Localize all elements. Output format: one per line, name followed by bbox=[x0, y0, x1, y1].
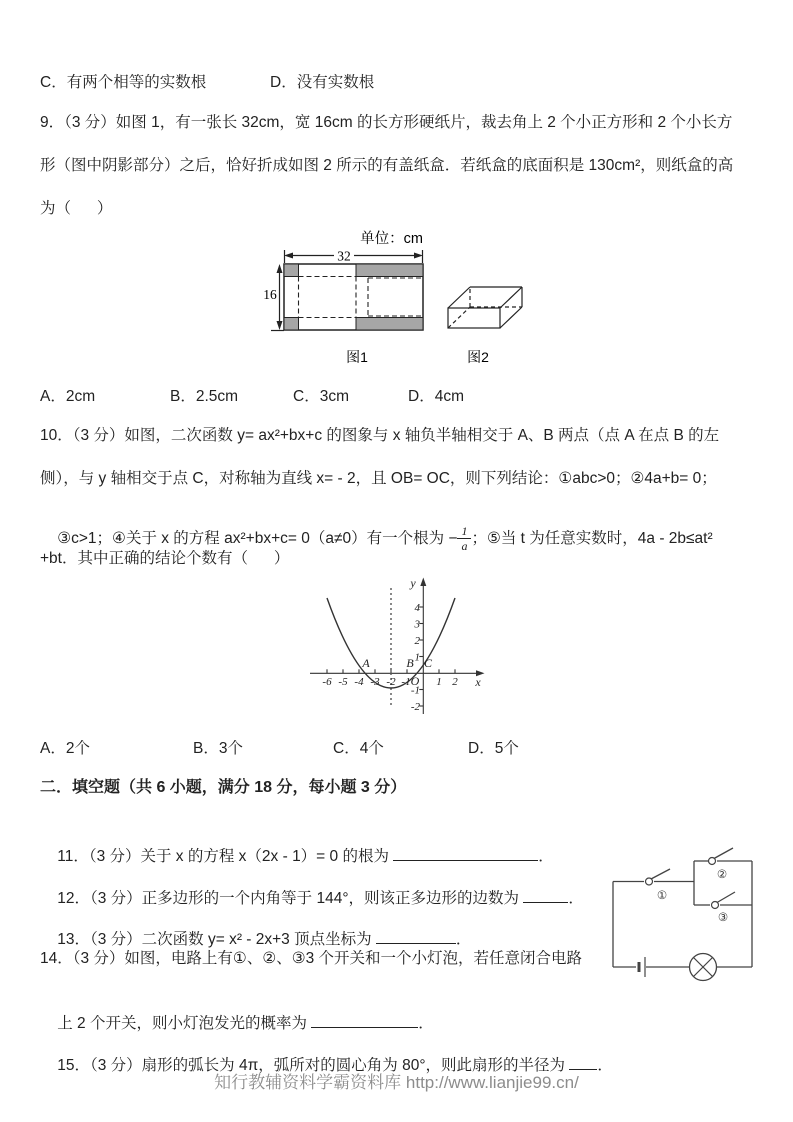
q14-period: ． bbox=[418, 1015, 434, 1032]
q10-options-row bbox=[40, 738, 755, 760]
q14-circuit bbox=[605, 838, 793, 990]
q9-figure bbox=[255, 222, 545, 372]
ytick-2: 2 bbox=[414, 635, 420, 647]
switch-1-label: ① bbox=[656, 890, 668, 902]
ytick-1: 1 bbox=[414, 651, 420, 664]
fraction-denominator: a bbox=[461, 539, 468, 553]
section2-title: 二．填空题（共 6 小题，满分 18 分，每小题 3 分） bbox=[40, 779, 407, 796]
shaded-corner-top-left bbox=[284, 264, 299, 277]
height-dim-label: 16 bbox=[263, 287, 277, 302]
q10-line3 bbox=[40, 503, 713, 553]
figure2-caption: 图2 bbox=[467, 349, 489, 365]
ytick--2: -2 bbox=[410, 701, 420, 713]
xtick--2: -2 bbox=[386, 676, 396, 688]
point-c-label: C bbox=[423, 656, 433, 670]
q10-line3-pre: ③c>1；④关于 x 的方程 ax²+bx+c= 0（a≠0）有一个根为 − bbox=[57, 530, 458, 547]
dimension-arrow-32 bbox=[284, 250, 423, 263]
graph-axes bbox=[310, 578, 485, 715]
q11-line bbox=[40, 823, 554, 865]
q13-line bbox=[40, 906, 472, 948]
q9-option-b: B．2.5cm bbox=[170, 388, 239, 405]
switch-3-contact bbox=[712, 902, 719, 909]
xtick--5: -5 bbox=[338, 676, 348, 688]
xtick--1: -1 bbox=[401, 676, 411, 688]
q14-line1: 14．（3 分）如图，电路上有①、②、③3 个开关和一个小灯泡，若任意闭合电路 bbox=[40, 950, 583, 967]
ytick-3: 3 bbox=[414, 618, 420, 631]
q9-option-d: D．4cm bbox=[408, 388, 464, 405]
box-figure bbox=[448, 287, 522, 328]
q13-answer-blank bbox=[376, 928, 456, 944]
q9-line2: 形（图中阴影部分）之后，恰好折成如图 2 所示的有盖纸盒．若纸盒的底面积是 130cm²，则纸盒的高 bbox=[40, 157, 734, 174]
figure1-caption: 图1 bbox=[346, 349, 368, 365]
q8-option-c: C．有两个相等的实数根 bbox=[40, 74, 207, 91]
unit-label: 单位：cm bbox=[360, 231, 423, 247]
q10-line4: +bt．其中正确的结论个数有（ ） bbox=[40, 550, 290, 567]
q10-option-a: A．2个 bbox=[40, 740, 90, 757]
q8-option-d: D．没有实数根 bbox=[270, 74, 375, 91]
xtick--3: -3 bbox=[370, 676, 380, 688]
battery-icon bbox=[639, 957, 645, 977]
switch-1-contact bbox=[646, 878, 653, 885]
q11-period: ． bbox=[538, 848, 554, 865]
point-a-label: A bbox=[362, 656, 370, 670]
q10-option-b: B．3个 bbox=[193, 740, 243, 757]
q11-text: 11．（3 分）关于 x 的方程 x（2x - 1）= 0 的根为 bbox=[57, 848, 394, 865]
q14-line2 bbox=[40, 990, 434, 1032]
switch-3-blade bbox=[717, 892, 735, 903]
q12-line bbox=[40, 865, 584, 907]
q15-period: ． bbox=[597, 1057, 613, 1074]
q12-period: ． bbox=[568, 890, 584, 907]
graph-point-labels bbox=[361, 576, 481, 689]
xtick--4: -4 bbox=[354, 676, 364, 688]
xtick-1: 1 bbox=[436, 676, 442, 688]
shaded-strip-top-right bbox=[356, 264, 423, 277]
switch-1-blade bbox=[651, 869, 670, 879]
footer-watermark: 知行教辅资料学霸资料库 http://www.lianjie99.cn/ bbox=[214, 1073, 579, 1092]
fraction-numerator: 1 bbox=[457, 525, 471, 539]
q9-option-c: C．3cm bbox=[293, 388, 349, 405]
q9-option-a: A．2cm bbox=[40, 388, 96, 405]
q14-line2-text: 上 2 个开关，则小灯泡发光的概率为 bbox=[57, 1015, 312, 1032]
shaded-corner-bottom-left bbox=[284, 318, 299, 331]
point-b-label: B bbox=[406, 656, 414, 670]
q11-answer-blank bbox=[393, 845, 538, 861]
q10-line1: 10．（3 分）如图，二次函数 y= ax²+bx+c 的图象与 x 轴负半轴相交于 A、B 两点（点 A 在点 B 的左 bbox=[40, 427, 720, 444]
q15-line bbox=[40, 1032, 613, 1074]
fraction-one-over-a bbox=[457, 525, 471, 552]
lamp-icon bbox=[690, 954, 717, 981]
q10-line2: 侧），与 y 轴相交于点 C，对称轴为直线 x= - 2，且 OB= OC，则下列结论：①abc>0；②4a+b= 0； bbox=[40, 470, 717, 487]
q15-text: 15．（3 分）扇形的弧长为 4π，弧所对的圆心角为 80°，则此扇形的半径为 bbox=[57, 1057, 570, 1074]
switch-labels bbox=[657, 869, 728, 924]
q13-period: ． bbox=[455, 931, 472, 948]
q9-line3: 为（ ） bbox=[40, 200, 113, 217]
q9-options-row bbox=[40, 386, 755, 408]
switch-2-contact bbox=[709, 858, 716, 865]
q13-text: 13．（3 分）二次函数 y= x² - 2x+3 顶点坐标为 bbox=[57, 931, 376, 948]
q9-line1: 9．（3 分）如图 1，有一张长 32cm，宽 16cm 的长方形硬纸片，裁去角上 2 个小正方形和 2 个小长方 bbox=[40, 114, 733, 131]
x-axis-label: x bbox=[475, 675, 481, 689]
shaded-strip-bottom-right bbox=[356, 318, 423, 331]
xtick--6: -6 bbox=[322, 676, 332, 688]
ytick--1: -1 bbox=[410, 684, 420, 697]
switch-2-blade bbox=[714, 848, 733, 859]
width-dim-label: 32 bbox=[337, 248, 351, 264]
circuit-wires bbox=[613, 861, 752, 967]
q10-line3-post: ；⑤当 t 为任意实数时，4a - 2b≤at² bbox=[471, 530, 713, 547]
switch-2-label: ② bbox=[716, 869, 728, 881]
q10-option-d: D．5个 bbox=[468, 740, 519, 757]
xtick-2: 2 bbox=[452, 676, 458, 688]
y-axis-label: y bbox=[410, 576, 416, 590]
ytick-4: 4 bbox=[414, 602, 420, 614]
q8-options-row bbox=[40, 72, 755, 94]
switch-3-label: ③ bbox=[717, 912, 729, 924]
q14-answer-blank bbox=[311, 1012, 418, 1028]
q10-graph bbox=[300, 568, 500, 738]
q12-answer-blank bbox=[523, 887, 568, 903]
q12-text: 12．（3 分）正多边形的一个内角等于 144°，则该正多边形的边数为 bbox=[57, 890, 524, 907]
q10-option-c: C．4个 bbox=[333, 740, 384, 757]
origin-label: O bbox=[410, 674, 420, 688]
